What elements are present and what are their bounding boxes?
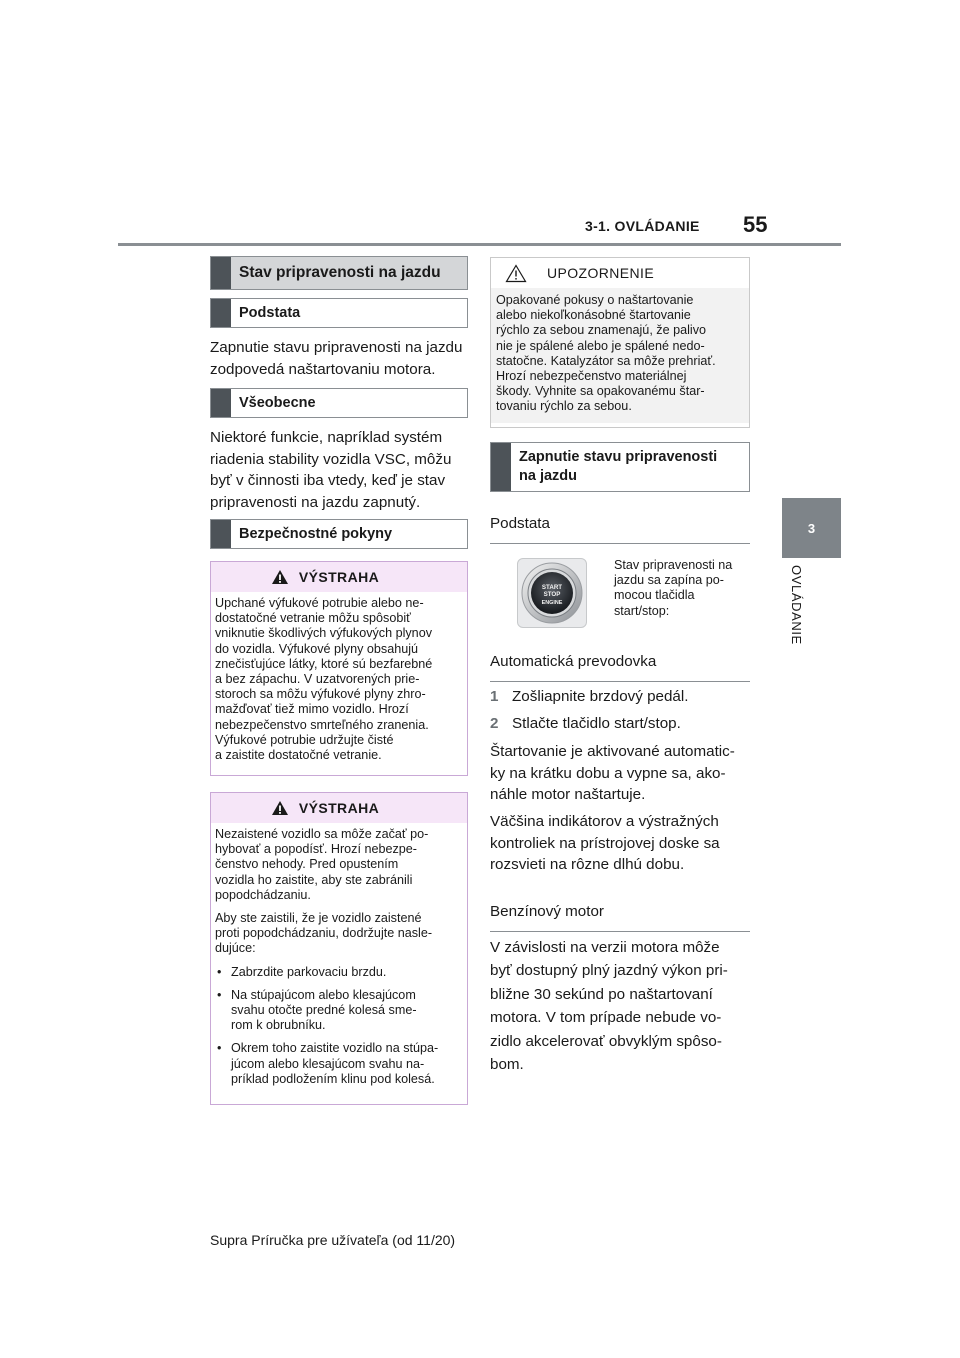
warning-box-rolling [210,792,468,1105]
section-title: 3-1. OVLÁDANIE [585,218,700,234]
startovanie-text: Štartovanie je aktivované automatic- ky na krátku dobu a vypne sa, ako- náhle motor naštartuje. [490,743,735,804]
warning-box-exhaust [210,561,468,776]
warning-text: Nezaistené vozidlo sa môže začať po- hybovať a popodísť. Hrozí nebezpe- čenstvo nehody. Pred opustením vozidla ho zaistite, aby ste zabránili popodchádzaniu. Aby ste zaistili, že je vozidlo zaistené proti popodchádzaniu, dodržujte nasle- dujúce: • Zabrzdite parkovaciu brzdu. • Na stúpajúcom alebo klesajúcom svahu otočte predné kolesá sme- rom k obrubníku. • Okrem toho zaistite vozidlo na stúpa- júcom alebo klesajúcom svahu na- príklad podložením klinu pod kolesá. [211,823,467,1101]
svg-text:START: START [541,584,563,591]
subheading-benzinovy: Benzínový motor [490,903,750,932]
warning-text: Upchané výfukové potrubie alebo ne- dostatočné vetranie môžu spôsobiť vniknutie škodlivých výfukových plynov do vozidla. Výfukové plyny obsahujú znečisťujúce látky, ktoré sú bezfarebné a bez zápachu. V uzatvorených prie- storoch sa môžu výfukové plyny zhro- mažďovať tiež mimo vozidlo. Hrozí nebezpečenstvo smrteľného zranenia. Výfukové potrubie udržujte čisté a zaistite dostatočné vetranie. [215,596,433,763]
chapter-tab [782,498,841,558]
svg-text:STOP: STOP [543,591,561,598]
caution-box [490,257,750,428]
caution-header: UPOZORNENIE [491,258,749,288]
podstata-text: Zapnutie stavu pripravenosti na jazdu zodpovedá naštartovaniu motora. [210,339,463,378]
caution-triangle-icon [505,264,527,283]
button-caption: Stav pripravenosti na jazdu sa zapína po- mocou tlačidla start/stop: [614,558,733,618]
list-item: • Na stúpajúcom alebo klesajúcom svahu otočte predné kolesá sme- rom k obrubníku. [217,987,417,1033]
heading-zapnutie: Zapnutie stavu pripravenosti na jazdu [490,442,750,492]
caution-text: Opakované pokusy o naštartovanie alebo niekoľkonásobné štartovanie rýchlo za sebou znamenajú, že palivo nie je spálené alebo je spálené nedo- statočne. Katalyzátor sa môže prehriať. Hrozí nebezpečenstvo materiálnej škody. Vyhnite sa opakovanému štar- tovaniu rýchlo za sebou. [491,288,749,423]
heading-podstata: Podstata [210,298,468,328]
main-heading: Stav pripravenosti na jazdu [210,256,468,290]
header-rule [118,243,841,246]
chapter-number: 3 [807,520,816,536]
zavislosti-text: V závislosti na verzii motora môže byť dostupný plný jazdný výkon pri- bližne 30 sekúnd po naštartovaní motora. V tom prípade nebude vo- zidlo akcelerovať obvyklým spôso- bom. [490,939,728,1074]
list-item: • Zabrzdite parkovaciu brzdu. [217,964,387,979]
vacsina-text: Väčšina indikátorov a výstražných kontroliek na prístrojovej doske sa rozsvieti na rôzne dlhú dobu. [490,813,720,874]
subheading-automaticka: Automatická prevodovka [490,653,750,682]
warning-header: VÝSTRAHA [211,562,467,592]
heading-vseobecne: Všeobecne [210,388,468,418]
warning-header: VÝSTRAHA [211,793,467,823]
page-number: 55 [743,212,768,237]
subheading-podstata: Podstata [490,515,750,544]
chapter-label: OVLÁDANIE [789,565,804,645]
warning-triangle-icon [271,800,289,816]
start-stop-button-image [517,558,587,628]
heading-bezpecnostne: Bezpečnostné pokyny [210,519,468,549]
step-item: 1 Zošliapnite brzdový pedál. [490,688,689,705]
footer-text: Supra Príručka pre užívateľa (od 11/20) [210,1232,456,1248]
start-stop-button-icon [518,559,586,627]
vseobecne-text: Niektoré funkcie, napríklad systém riadenia stability vozidla VSC, môžu byť v činnosti iba vtedy, keď je stav pripravenosti na jazdu zapnutý. [210,429,452,511]
svg-text:ENGINE: ENGINE [541,600,563,606]
step-item: 2 Stlačte tlačidlo start/stop. [490,715,681,732]
list-item: • Okrem toho zaistite vozidlo na stúpa- júcom alebo klesajúcom svahu na- príklad podložením klinu pod kolesá. [217,1041,439,1086]
warning-triangle-icon [271,569,289,585]
